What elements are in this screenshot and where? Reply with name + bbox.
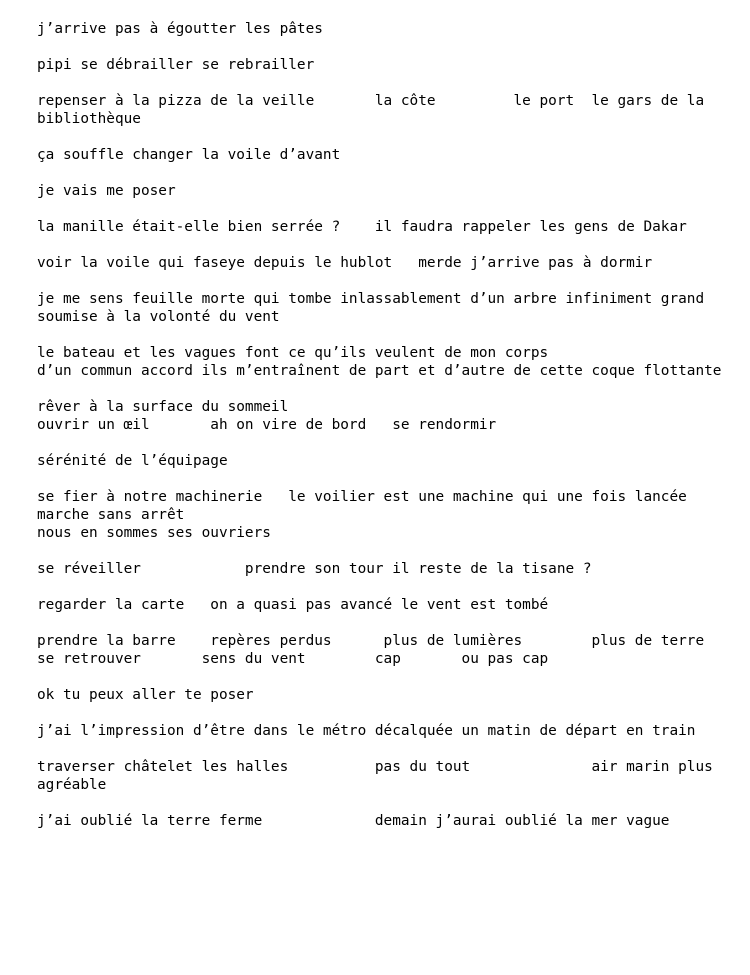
stanza [37, 758, 727, 794]
poem-line: je vais me poser [37, 183, 176, 199]
poem-line: se retrouver sens du vent cap ou pas cap [37, 651, 549, 667]
poem-line: pipi se débrailler se rebrailler [37, 57, 315, 73]
poem-line: le bateau et les vagues font ce qu’ils veulent de mon corps [37, 345, 549, 361]
stanza [37, 452, 727, 470]
poem-line: prendre la barre repères perdus plus de lumières plus de terre [37, 633, 705, 649]
poem-line: regarder la carte on a quasi pas avancé le vent est tombé [37, 597, 549, 613]
poem-line: sérénité de l’équipage [37, 453, 228, 469]
poem-line: j’arrive pas à égoutter les pâtes [37, 21, 323, 37]
poem-line: j’ai l’impression d’être dans le métro décalquée un matin de départ en train [37, 723, 696, 739]
poem-line: voir la voile qui faseye depuis le hublot merde j’arrive pas à dormir [37, 255, 653, 271]
poem-line: traverser châtelet les halles pas du tout air marin plus agréable [37, 759, 722, 793]
stanza [37, 686, 727, 704]
poem-line: rêver à la surface du sommeil [37, 399, 289, 415]
poem-line: je me sens feuille morte qui tombe inlassablement d’un arbre infiniment grand soumise à la volonté du vent [37, 291, 713, 325]
poem-line: ça souffle changer la voile d’avant [37, 147, 341, 163]
stanza [37, 488, 727, 542]
stanza [37, 92, 727, 128]
stanza [37, 722, 727, 740]
stanza [37, 632, 727, 668]
poem-line: se réveiller prendre son tour il reste de la tisane ? [37, 561, 592, 577]
poem-line: ok tu peux aller te poser [37, 687, 254, 703]
poem-line: se fier à notre machinerie le voilier est une machine qui une fois lancée marche sans arrêt [37, 489, 696, 523]
poem-line: j’ai oublié la terre ferme demain j’aurai oublié la mer vague [37, 813, 670, 829]
stanza [37, 146, 727, 164]
poem-line: repenser à la pizza de la veille la côte le port le gars de la bibliothèque [37, 93, 713, 127]
stanza [37, 344, 727, 380]
stanza [37, 398, 727, 434]
poem-line: d’un commun accord ils m’entraînent de part et d’autre de cette coque flottante [37, 363, 722, 379]
stanza [37, 254, 727, 272]
poem-page [37, 20, 727, 848]
stanza [37, 56, 727, 74]
stanza [37, 218, 727, 236]
poem-line: nous en sommes ses ouvriers [37, 525, 271, 541]
stanza [37, 20, 727, 38]
poem-line: la manille était-elle bien serrée ? il faudra rappeler les gens de Dakar [37, 219, 687, 235]
stanza [37, 812, 727, 830]
poem-line: ouvrir un œil ah on vire de bord se rendormir [37, 417, 497, 433]
stanza [37, 560, 727, 578]
stanza [37, 182, 727, 200]
stanza [37, 290, 727, 326]
stanza [37, 596, 727, 614]
